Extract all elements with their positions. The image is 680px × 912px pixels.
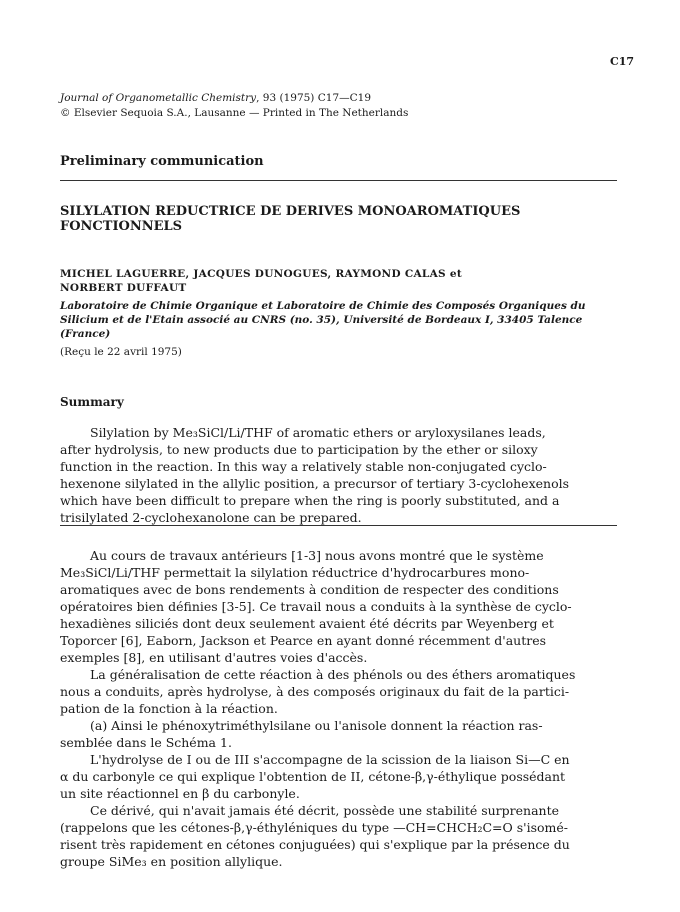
summary-line: function in the reaction. In this way a relatively stable non-conjugated cyclo- [60, 459, 547, 474]
authors-line: MICHEL LAGUERRE, JACQUES DUNOGUES, RAYMOND CALAS et [60, 268, 463, 280]
body-line: (a) Ainsi le phénoxytriméthylsilane ou l'anisole donnent la réaction ras- [90, 718, 543, 733]
body-line: La généralisation de cette réaction à des phénols ou des éthers aromatiques [90, 667, 576, 682]
authors-line: NORBERT DUFFAUT [60, 282, 187, 294]
body-line: exemples [8], en utilisant d'autres voies d'accès. [60, 650, 368, 665]
body-line: nous a conduits, après hydrolyse, à des composés originaux du fait de la partici- [60, 684, 570, 699]
body-line: α du carbonyle ce qui explique l'obtention de II, cétone-β,γ-éthylique possédant [60, 769, 566, 784]
divider [60, 525, 617, 526]
summary-line: after hydrolysis, to new products due to participation by the ether or siloxy [60, 442, 538, 457]
body-line: pation de la fonction à la réaction. [60, 701, 278, 716]
affiliation-line: (France) [60, 328, 111, 340]
body-line: L'hydrolyse de I ou de III s'accompagne de la scission de la liaison Si—C en [90, 752, 570, 767]
paper-title-line: FONCTIONNELS [60, 219, 183, 234]
summary-line: which have been difficult to prepare when the ring is poorly substituted, and a [60, 493, 560, 508]
body-line: Toporcer [6], Eaborn, Jackson et Pearce en ayant donné récemment d'autres [60, 633, 547, 648]
body-line: aromatiques avec de bons rendements à condition de respecter des conditions [60, 582, 559, 597]
summary-heading: Summary [60, 395, 124, 409]
body-line: Ce dérivé, qui n'avait jamais été décrit, possède une stabilité surprenante [90, 803, 560, 818]
paper-title-line: SILYLATION REDUCTRICE DE DERIVES MONOAROMATIQUES [60, 204, 521, 219]
received-date: (Reçu le 22 avril 1975) [60, 346, 182, 358]
body-line: risent très rapidement en cétones conjuguées) qui s'explique par la présence du [60, 837, 570, 852]
summary-line: trisilylated 2-cyclohexanolone can be prepared. [60, 510, 362, 525]
body-line: Au cours de travaux antérieurs [1-3] nous avons montré que le système [90, 548, 544, 563]
body-line: semblée dans le Schéma 1. [60, 735, 232, 750]
journal-citation [60, 92, 371, 104]
summary-line: Silylation by Me₃SiCl/Li/THF of aromatic ethers or aryloxysilanes leads, [90, 425, 546, 440]
journal-name: Journal of Organometallic Chemistry [60, 92, 257, 104]
section-heading: Preliminary communication [60, 154, 264, 169]
body-line: hexadiènes siliciés dont deux seulement avaient été décrits par Weyenberg et [60, 616, 554, 631]
summary-line: hexenone silylated in the allylic position, a precursor of tertiary 3-cyclohexenols [60, 476, 570, 491]
page-number: C17 [610, 55, 635, 68]
body-line: Me₃SiCl/Li/THF permettait la silylation réductrice d'hydrocarbures mono- [60, 565, 530, 580]
divider [60, 180, 617, 181]
affiliation-line: Laboratoire de Chimie Organique et Laboratoire de Chimie des Composés Organiques du [60, 300, 586, 312]
body-line: opératoires bien définies [3-5]. Ce travail nous a conduits à la synthèse de cyclo- [60, 599, 572, 614]
publisher-line: © Elsevier Sequoia S.A., Lausanne — Printed in The Netherlands [60, 107, 409, 119]
affiliation-line: Silicium et de l'Etain associé au CNRS (no. 35), Université de Bordeaux I, 33405 Talence [60, 314, 583, 326]
body-line: groupe SiMe₃ en position allylique. [60, 854, 283, 869]
journal-volume: , 93 (1975) C17—C19 [256, 92, 372, 104]
body-line: un site réactionnel en β du carbonyle. [60, 786, 300, 801]
body-line: (rappelons que les cétones-β,γ-éthyléniques du type —CH=CHCH₂C=O s'isomé- [60, 820, 569, 835]
